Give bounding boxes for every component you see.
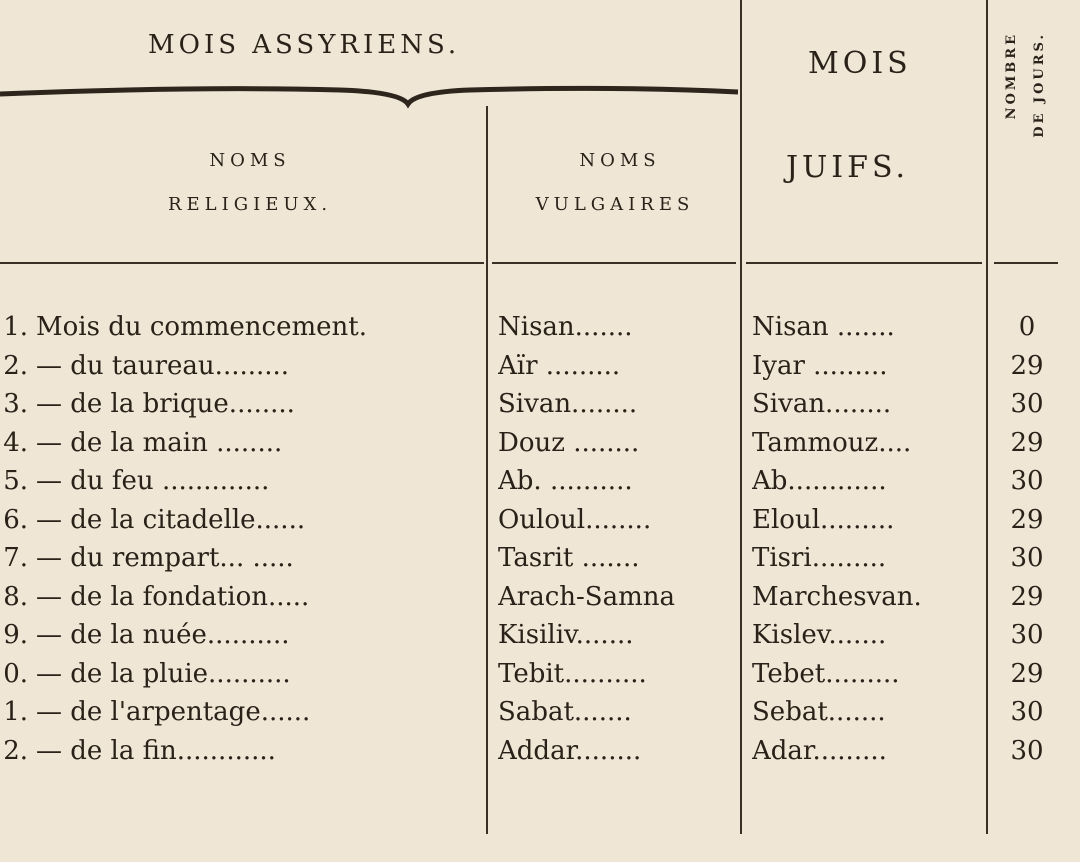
row-number: 5. — [3, 466, 28, 496]
jewish-month: Tammouz.... — [752, 427, 912, 458]
header-religieux-line2: RELIGIEUX. — [167, 194, 333, 215]
table-row — [0, 620, 1080, 656]
title-brace — [0, 80, 740, 120]
religious-name: Mois du commencement. — [36, 312, 367, 342]
religious-name: — de la pluie.......... — [36, 658, 291, 689]
religious-name: — de la fin............ — [36, 735, 276, 766]
table-title: MOIS ASSYRIENS. — [148, 30, 461, 60]
day-count: 30 — [1010, 620, 1044, 650]
rule-under-religieux — [0, 262, 484, 264]
day-count: 30 — [1010, 543, 1044, 573]
header-days-line2: DE JOURS. — [1032, 32, 1047, 138]
common-name: Aïr ......... — [498, 350, 621, 381]
rule-under-days — [994, 262, 1058, 264]
row-number: 6. — [3, 504, 28, 535]
religious-name: — du taureau......... — [36, 350, 290, 381]
row-number: 7. — [3, 543, 28, 573]
row-number: 2. — [3, 735, 28, 766]
row-number: 4. — [3, 427, 28, 458]
common-name: Sabat....... — [498, 697, 632, 727]
header-vulgaires-line1: NOMS — [579, 150, 661, 171]
common-name: Sivan........ — [498, 389, 638, 419]
common-name: Nisan....... — [498, 312, 633, 342]
rule-under-juifs — [746, 262, 982, 264]
common-name: Douz ........ — [498, 427, 640, 458]
rule-under-vulgaires — [492, 262, 736, 264]
table-row — [0, 466, 1080, 502]
jewish-month: Adar......... — [752, 735, 887, 766]
day-count: 30 — [1010, 389, 1044, 419]
religious-name: — du rempart... ..... — [36, 543, 294, 573]
table-row — [0, 582, 1080, 618]
jewish-month: Iyar ......... — [752, 350, 888, 381]
table-row — [0, 505, 1080, 541]
table-row — [0, 697, 1080, 733]
religious-name: — de la citadelle...... — [36, 504, 306, 535]
day-count: 0 — [1018, 312, 1036, 342]
jewish-month: Tisri......... — [752, 543, 887, 573]
jewish-month: Kislev....... — [752, 620, 887, 650]
day-count: 29 — [1010, 504, 1044, 535]
table-row — [0, 543, 1080, 579]
row-number: 1. — [3, 697, 28, 727]
row-number: 9. — [3, 620, 28, 650]
day-count: 29 — [1010, 427, 1044, 458]
common-name: Arach-Samna — [498, 581, 676, 612]
religious-name: — de la fondation..... — [36, 581, 310, 612]
religious-name: — de la main ........ — [36, 427, 283, 458]
row-number: 8. — [3, 581, 28, 612]
jewish-month: Sivan........ — [752, 389, 892, 419]
day-count: 30 — [1010, 466, 1044, 496]
day-count: 29 — [1010, 350, 1044, 381]
table-row — [0, 389, 1080, 425]
table-row — [0, 351, 1080, 387]
table-row — [0, 428, 1080, 464]
row-number: 2. — [3, 350, 28, 381]
day-count: 29 — [1010, 581, 1044, 612]
row-number: 3. — [3, 389, 28, 419]
jewish-month: Sebat....... — [752, 697, 886, 727]
common-name: Tebit.......... — [498, 658, 647, 689]
day-count: 30 — [1010, 735, 1044, 766]
religious-name: — de la nuée.......... — [36, 620, 290, 650]
jewish-month: Eloul......... — [752, 504, 895, 535]
day-count: 29 — [1010, 658, 1044, 689]
header-religieux-line1: NOMS — [209, 150, 291, 171]
header-juifs-line2: JUIFS. — [786, 150, 909, 185]
header-juifs-line1: MOIS — [808, 46, 912, 81]
jewish-month: Nisan ....... — [752, 312, 895, 342]
header-days-line1: NOMBRE — [1004, 32, 1019, 120]
jewish-month: Tebet......... — [752, 658, 900, 689]
common-name: Ouloul........ — [498, 504, 652, 535]
religious-name: — de l'arpentage...... — [36, 697, 311, 727]
table-row — [0, 736, 1080, 772]
table-row — [0, 659, 1080, 695]
day-count: 30 — [1010, 697, 1044, 727]
header-vulgaires-line2: VULGAIRES — [535, 194, 695, 215]
row-number: 1. — [3, 312, 28, 342]
row-number: 0. — [3, 658, 28, 689]
jewish-month: Ab............ — [752, 466, 887, 496]
common-name: Addar........ — [498, 735, 642, 766]
common-name: Ab. .......... — [498, 466, 633, 496]
common-name: Tasrit ....... — [498, 543, 640, 573]
religious-name: — du feu ............. — [36, 466, 270, 496]
table-row — [0, 312, 1080, 348]
jewish-month: Marchesvan. — [752, 581, 922, 612]
common-name: Kisiliv....... — [498, 620, 634, 650]
religious-name: — de la brique........ — [36, 389, 295, 419]
